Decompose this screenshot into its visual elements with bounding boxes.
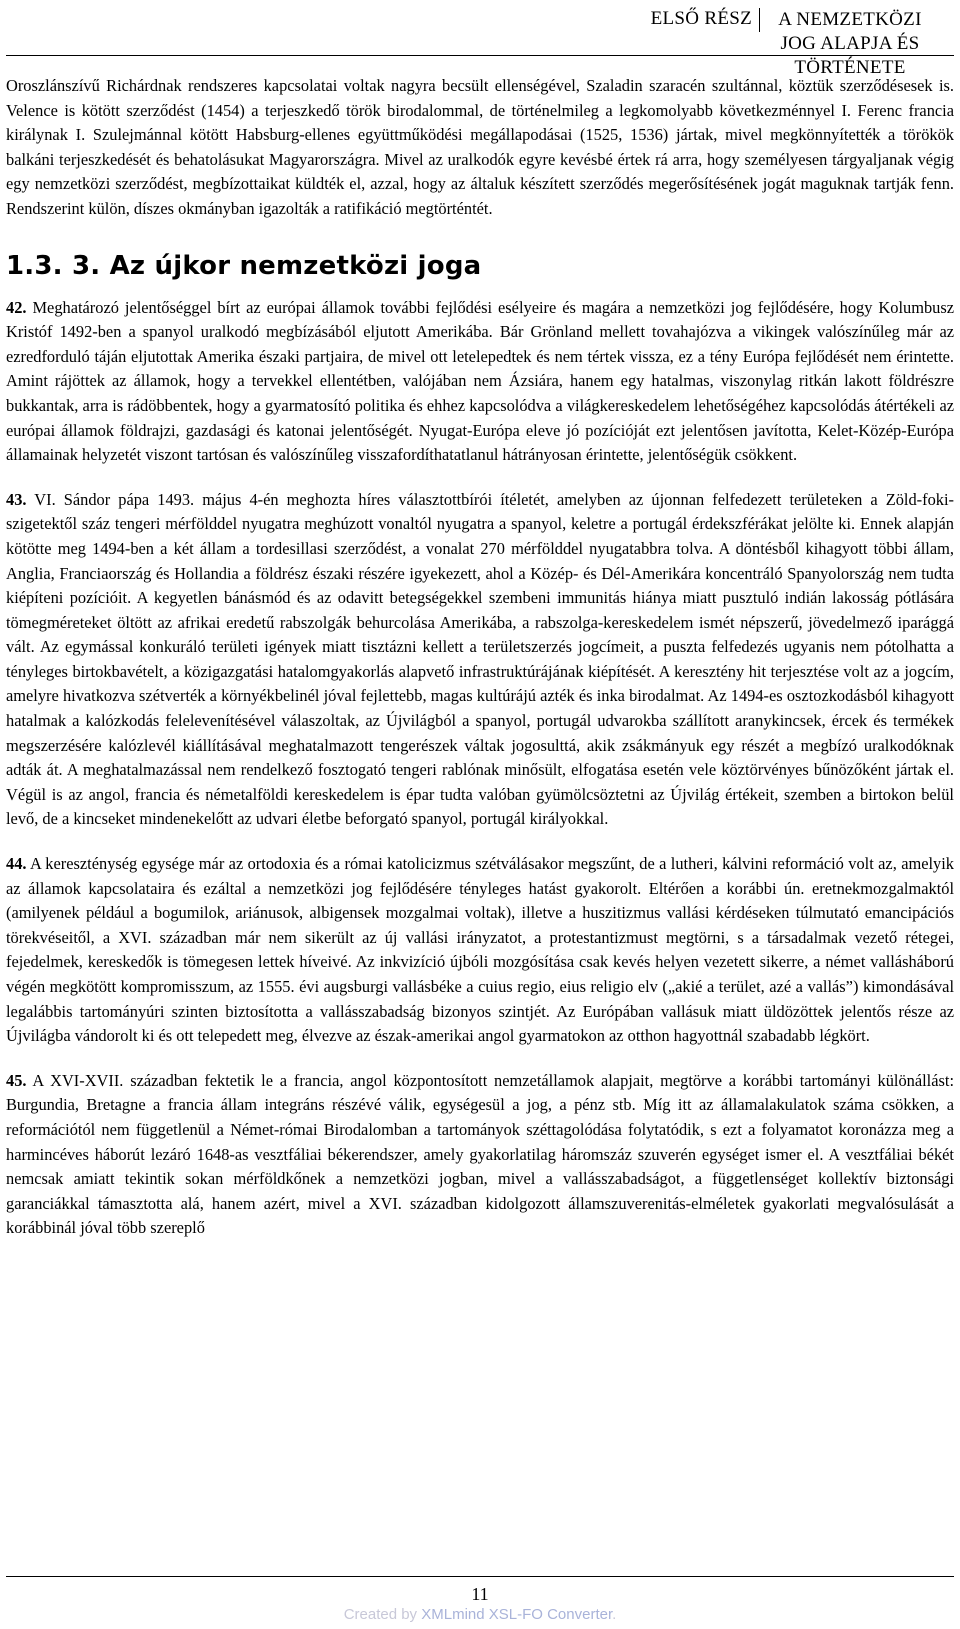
paragraph-number: 44. bbox=[6, 854, 27, 874]
numbered-paragraph-42 bbox=[6, 296, 954, 468]
paragraph-number: 45. bbox=[6, 1070, 27, 1090]
numbered-paragraph-44 bbox=[6, 852, 954, 1049]
header-part-label: ELSŐ RÉSZ bbox=[650, 8, 752, 29]
paragraph-number: 43. bbox=[6, 489, 27, 509]
paragraph-intro: Oroszlánszívű Richárdnak rendszeres kapcsolatai voltak nagyra becsült ellenségével, Szaladin szaracén szultánnal, köztük szerződésesek is. Velence is kötött szerződést (1454) a terjeszkedő török birodalommal, de történelmileg a legkomolyabb következménnyel I. Ferenc francia királynak I. Szulejmánnal kötött Habsburg-ellenes együttműködési megállapodásai (1525, 1536) jártak, mivel megkönnyítették a törökök balkáni terjeszkedését és behatolásukat Magyarországra. Mivel az uralkodók egyre kevésbé értek rá arra, hogy személyesen tárgyaljanak végig egy nemzetközi szerződést, megbízottaikat küldték el, azzal, hogy az általuk készített szerződés megerősítésének jogát maguknak tartják fenn. Rendszerint külön, díszes okmányban igazolták a ratifikáció megtörténtét. bbox=[6, 76, 954, 218]
numbered-paragraph-45 bbox=[6, 1069, 954, 1241]
converter-watermark bbox=[0, 1606, 960, 1623]
header-rule bbox=[6, 55, 954, 56]
numbered-paragraph-43 bbox=[6, 488, 954, 832]
paragraph-text: Meghatározó jelentőséggel bírt az európai államok további fejlődési esélyeire és magára a nemzetközi jog fejlődésére, hogy Kolumbusz Kristóf 1492-ben a spanyol uralkodó megbízásából eljutott Amerikába. Bár Grönland mellett tovahajózva a vikingek valószínűleg már az ezredforduló táján eljutottak Amerika északi partjaira, de mivel ott letelepedtek és nem tértek vissza, ez a tény Európa fejlődését nem érintette. Amint rájöttek az államok, hogy a tervekkel ellentétben, valójában nem Ázsiára, hanem egy hatalmas, viszonylag ritkán lakott földrészre bukkantak, arra is rádöbbentek, hogy a gyarmatosító politika és ehhez kapcsolódva a világkereskedelem lehetőségéhez kapcsolódás átértékeli az európai államok földrajzi, gazdasági és katonai jelentőségét. Nyugat-Európa eleve jó pozícióját ezt jelentősen javította, Kelet-Közép-Európa államainak helyzetét viszont tartósan és valószínűleg visszafordíthatatlanul hátrányosan érintette, jelentőségük csökkent. bbox=[6, 297, 954, 465]
header-separator bbox=[759, 8, 760, 32]
footer-rule bbox=[6, 1576, 954, 1577]
header-title-line-2: JOG ALAPJA ÉS TÖRTÉNETE bbox=[780, 33, 920, 78]
paragraph-number: 42. bbox=[6, 297, 27, 317]
watermark-prefix: Created by bbox=[343, 1606, 422, 1623]
paragraph-text: VI. Sándor pápa 1493. május 4-én meghozta híres választottbírói ítéletét, amelyben az újonnan felfedezett területeken a Zöld-foki-szigetektől száz tengeri mérfölddel nyugatra meghúzott vonaltól nyugatra a spanyol, keletre a portugál érdekszférákat jelölte ki. Ennek alapján kötötte meg 1494-ben a két állam a tordesillasi szerződést, a vonalat 270 mérfölddel nyugatabbra tolva. A döntésből kihagyott többi állam, Anglia, Franciaország és Hollandia a földrész északi részére igyekezett, ahol a Közép- és Dél-Amerikára koncentráló Spanyolország nem tudta kiépíteni pozícióit. A kegyetlen bánásmód és az odavitt betegségekkel szembeni immunitás hiánya miatt pusztuló indián lakosság pótlására tömegméreteket öltött az afrikai eredetű rabszolgák behurcolása Amerikába, a rabszolga-kereskedelem ismét népszerű, jövedelmező iparággá vált. Az egymással konkuráló területi igények miatt tisztázni kellett a területszerzés jogcímeit, a puszta felfedezés ugyanis nem pótolhatta a tényleges birtokbavételt, a közigazgatási hatalomgyakorlás alapvető infrastruktúrájának kiépítését. A keresztény hit terjesztése volt az a jogcím, amelyre hivatkozva szétverték a környékbelinél jóval fejlettebb, magas kultúrájú azték és inka birodalmat. Az 1494-es osztozkodásból kihagyott hatalmak a kalózkodás felelevenítésével válaszoltak, az Újvilágból a spanyol, portugál udvarokba szállított aranykincsek, ércek és termékek megszerzésére kalózlevél kiállításával meghatalmazott tengerészek váltak jogosulttá, akik zsákmányuk egy részét a megbízó uralkodóknak adták át. A meghatalmazással nem rendelkező fosztogató tengeri rablónak minősült, elfogatása esetén vele köztörvényes bűnözőként jártak el. Végül is az angol, francia és németalföldi kereskedelem is épar tudta valóban gyümölcsöztetni az Újvilág értékeit, szemben a birtokon belül levő, de a kincseket mindenekelőtt az udvari életbe beforgató spanyol, portugál királyokkal. bbox=[6, 489, 954, 829]
header-chapter-title bbox=[770, 8, 930, 80]
page-body bbox=[6, 74, 954, 1241]
running-header bbox=[622, 4, 922, 78]
header-title-line-1: A NEMZETKÖZI bbox=[778, 9, 922, 30]
watermark-brand-link[interactable]: XMLmind XSL-FO Converter bbox=[421, 1606, 613, 1623]
section-heading: 1.3. 3. Az újkor nemzetközi joga bbox=[6, 250, 482, 281]
page-number: 11 bbox=[471, 1584, 489, 1604]
paragraph-text: A XVI-XVII. században fektetik le a francia, angol központosított nemzetállamok alapjait, megtörve a korábbi tartományi különállást: Burgundia, Bretagne a francia állam integráns részévé válik, egységesül a jog, a pénz stb. Míg itt az államalakulatok száma csökken, a reformációtól nem függetlenül a Német-római Birodalomban a tartományok széttagolódása folytatódik, s ezt a folyamatot koronázza meg a harmincéves háborút lezáró 1648-as vesztfáliai békerendszer, amely gyakorlatilag háromszáz szuverén egységet ismer el. A vesztfáliai békét nemcsak amiatt tekintik sokan mérföldkőnek a nemzetközi jogban, mivel a vallásszabadságot, a függetlenséget kollektív biztonsági garanciákkal támasztotta alá, hanem azért, mivel a XVI. században kidolgozott államszuverenitás-elméletek gyakorlati megvalósulását a korábbinál jóval több szereplő bbox=[6, 1070, 954, 1238]
paragraph-text: A kereszténység egysége már az ortodoxia és a római katolicizmus szétválásakor megszűnt, de a lutheri, kálvini reformáció volt az, amelyik az államok kapcsolataira és ezáltal a nemzetközi jog fejlődésére tényleges hatást gyakorolt. Eltérően a korábbi ún. eretnekmozgalmaktól (amilyenek például a bogumilok, ariánusok, albigensek mozgalmai voltak), illetve a huszitizmus vallási kérdéseken túlmutató emancipációs törekvéseitől, a XVI. században már nem sikerült az új vallási irányzatot, a protestantizmust megtörni, s a társadalmak vezető rétegei, fejedelmek, kereskedők is tömegesen lettek híveivé. Az inkvizíció újbóli mozgósítása csak kevés helyen vezetett sikerre, a német vallásháború végén megkötött kompromisszum, az 1555. évi augsburgi vallásbéke a cuius regio, eius religio elv („akié a terület, azé a vallás”) kimondásával legalábbis tartományúri szinten biztosította a vallásszabadság bizonyos szintjét. Az Európában vallásuk miatt üldözöttek jelentős része az Újvilágba vándorolt ki és ott telepedett meg, élvezve az észak-amerikai angol gyarmatokon az otthon hagyottnál szabadabb légkört. bbox=[6, 854, 954, 1046]
watermark-suffix: . bbox=[612, 1606, 617, 1623]
